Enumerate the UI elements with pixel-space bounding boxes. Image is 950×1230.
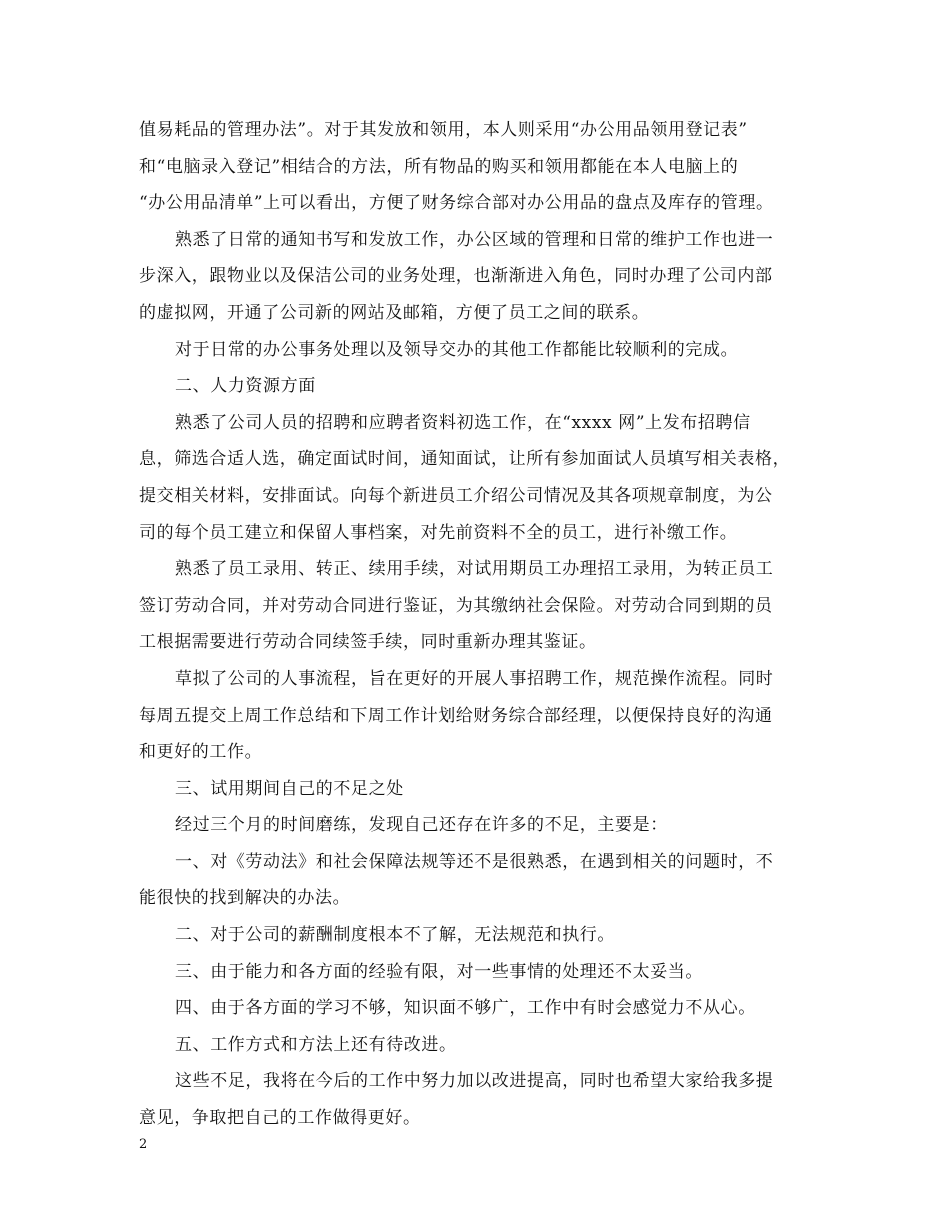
- text-line: 三、试用期间自己的不足之处: [175, 778, 404, 799]
- text-line: 熟悉了公司人员的招聘和应聘者资料初选工作，在“xxxx 网”上发布招聘信: [175, 412, 751, 433]
- paragraph: [139, 332, 819, 369]
- text-line: 二、人力资源方面: [175, 376, 316, 397]
- paragraph: [139, 954, 819, 991]
- text-line: 三、由于能力和各方面的经验有限，对一些事情的处理还不太妥当。: [175, 961, 703, 982]
- paragraph: [139, 551, 819, 661]
- text-line: 的虚拟网，开通了公司新的网站及邮箱，方便了员工之间的联系。: [139, 302, 650, 323]
- text-line: 意见，争取把自己的工作做得更好。: [139, 1108, 421, 1129]
- text-line: 熟悉了日常的通知书写和发放工作，办公区域的管理和日常的维护工作也进一: [175, 229, 774, 250]
- paragraph: [139, 405, 819, 551]
- text-line: “办公用品清单”上可以看出，方便了财务综合部对办公用品的盘点及库存的管理。: [139, 193, 774, 214]
- paragraph: [139, 112, 819, 222]
- text-line: 草拟了公司的人事流程，旨在更好的开展人事招聘工作，规范操作流程。同时: [175, 668, 774, 689]
- paragraph: [139, 844, 819, 917]
- text-line: 每周五提交上周工作总结和下周工作计划给财务综合部经理，以便保持良好的沟通: [139, 705, 773, 726]
- paragraph: [139, 1063, 819, 1136]
- text-line: 二、对于公司的薪酬制度根本不了解，无法规范和执行。: [175, 925, 615, 946]
- text-line: 提交相关材料，安排面试。向每个新进员工介绍公司情况及其各项规章制度，为公: [139, 485, 773, 506]
- paragraph: [139, 368, 819, 405]
- paragraph: [139, 222, 819, 332]
- text-line: 息，筛选合适人选，确定面试时间，通知面试，让所有参加面试人员填写相关表格，: [139, 449, 791, 470]
- text-line: 这些不足，我将在今后的工作中努力加以改进提高，同时也希望大家给我多提: [175, 1071, 774, 1092]
- text-line: 一、对《劳动法》和社会保障法规等还不是很熟悉，在遇到相关的问题时，不: [175, 851, 774, 872]
- paragraph: [139, 661, 819, 771]
- text-line: 经过三个月的时间磨练，发现自己还存在许多的不足，主要是：: [175, 815, 668, 836]
- text-line: 值易耗品的管理办法”。对于其发放和领用，本人则采用“办公用品领用登记表”: [139, 120, 748, 140]
- paragraph: [139, 990, 819, 1027]
- paragraph: [139, 917, 819, 954]
- text-line: 工根据需要进行劳动合同续签手续，同时重新办理其鉴证。: [139, 632, 597, 653]
- text-line: 步深入，跟物业以及保洁公司的业务处理，也渐渐进入角色，同时办理了公司内部: [139, 266, 773, 287]
- text-line: 能很快的找到解决的办法。: [139, 888, 351, 909]
- text-line: 司的每个员工建立和保留人事档案，对先前资料不全的员工，进行补缴工作。: [139, 522, 738, 543]
- text-line: 四、由于各方面的学习不够，知识面不够广，工作中有时会感觉力不从心。: [175, 998, 756, 1019]
- document-body: [139, 112, 819, 1137]
- text-line: 和更好的工作。: [139, 742, 263, 763]
- text-line: 熟悉了员工录用、转正、续用手续，对试用期员工办理招工录用，为转正员工: [175, 559, 774, 580]
- paragraph: [139, 771, 819, 808]
- paragraph: [139, 807, 819, 844]
- text-line: 签订劳动合同，并对劳动合同进行鉴证，为其缴纳社会保险。对劳动合同到期的员: [139, 595, 773, 616]
- paragraph: [139, 1027, 819, 1064]
- text-line: 和“电脑录入登记”相结合的方法，所有物品的购买和领用都能在本人电脑上的: [139, 156, 739, 177]
- text-line: 五、工作方式和方法上还有待改进。: [175, 1034, 457, 1055]
- page-number: 2: [139, 1137, 148, 1152]
- text-line: 对于日常的办公事务处理以及领导交办的其他工作都能比较顺利的完成。: [175, 339, 739, 360]
